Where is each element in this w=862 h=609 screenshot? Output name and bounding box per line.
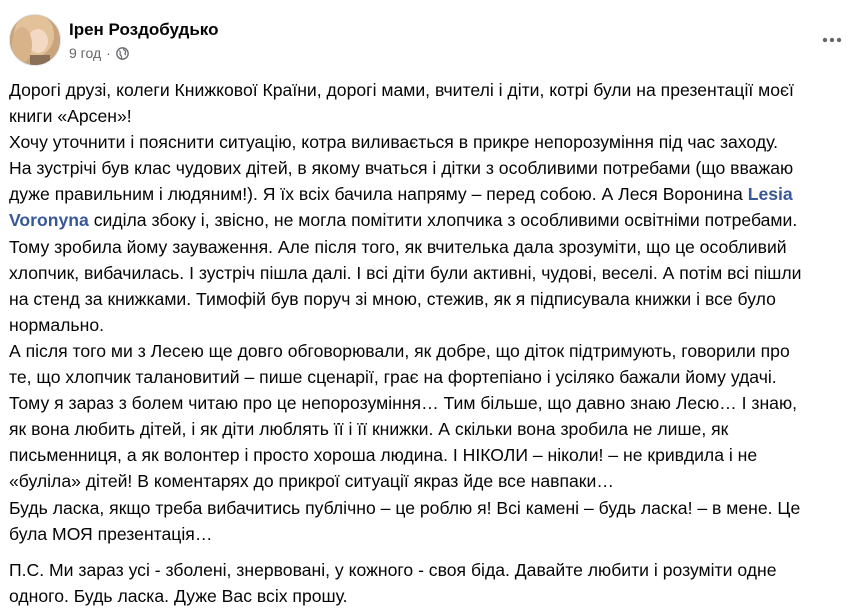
mention-link-last[interactable]: Voronyna: [9, 210, 89, 231]
avatar-photo-icon: [10, 15, 60, 65]
post-line: те, що хлопчик талановитий – пише сценарії, грає на фортепіано і усіляко бажали йому удачі.: [9, 367, 777, 388]
post-author[interactable]: Ірен Роздобудько: [69, 20, 219, 39]
post-line: «буліла» дітей! В коментарях до прикрої ситуації якраз йде все навпаки…: [9, 471, 614, 492]
post-line-text: сиділа збоку і, звісно, не могла помітити хлопчика з особливими освітніми потребами.: [93, 210, 798, 231]
post-header: [9, 14, 853, 68]
post-line: нормально.: [9, 314, 104, 335]
more-horizontal-icon: [822, 37, 842, 43]
post-meta: [69, 45, 129, 61]
post-line: одного. Будь ласка. Дуже Вас всіх прошу.: [9, 585, 348, 606]
post-line-text: дуже правильним і людяним!). Я їх всіх бачила напряму – перед собою. А Леся Воронина: [9, 184, 743, 205]
post-line: Будь ласка, якщо треба вибачитись публічно – це роблю я! Всі камені – будь ласка! – в мене. Це: [9, 497, 801, 518]
post-line: [9, 181, 853, 207]
meta-separator: ·: [106, 45, 111, 61]
globe-icon[interactable]: [116, 47, 129, 60]
post-line: А після того ми з Лесею ще довго обговорювали, як добре, що діток підтримують, говорили про: [9, 340, 790, 361]
post-line: Дорогі друзі, колеги Книжкової Країни, дорогі мами, вчителі і діти, котрі були на презентації моєї: [9, 80, 794, 100]
post-line: Хочу уточнити і пояснити ситуацію, котра виливається в прикре непорозуміння під час заходу.: [9, 132, 779, 153]
post-body: [9, 77, 853, 609]
post-line: письменниця, а як волонтер і просто хороша людина. І НІКОЛИ – ніколи! – не кривдила і не: [9, 445, 758, 466]
mention-link-first[interactable]: Lesia: [747, 184, 793, 205]
post-time[interactable]: 9 год: [69, 45, 102, 61]
post-line: Тому я зараз з болем читаю про це непорозуміння… Тим більше, що давно знаю Лесю… І знаю,: [9, 393, 798, 414]
post-line: як вона любить дітей, і як діти люблять її і її книжки. А скільки вона зробила не лише, як: [9, 419, 729, 440]
post-line: Тому зробила йому зауваження. Але після того, як вчителька дала зрозуміти, що це особливий: [9, 236, 787, 257]
avatar[interactable]: [9, 14, 61, 66]
post-line: на стенд за книжками. Тимофій був поруч зі мною, стежив, як я підписувала книжки і все було: [9, 288, 776, 309]
post-line: хлопчик, вибачилась. І зустріч пішла далі. І всі діти були активні, чудові, веселі. А потім всі пішли: [9, 262, 802, 283]
post-line: книги «Арсен»!: [9, 106, 132, 127]
post-line: На зустрічі був клас чудових дітей, в якому вчаться і дітки з особливими потребами (що вважаю: [9, 158, 794, 179]
post-line: була МОЯ презентація…: [9, 523, 213, 544]
post-line: П.С. Ми зараз усі - зболені, знервовані, у кожного - своя біда. Давайте любити і розуміти одне: [9, 559, 777, 580]
more-options-button[interactable]: [817, 30, 847, 50]
post-line: [9, 207, 853, 233]
